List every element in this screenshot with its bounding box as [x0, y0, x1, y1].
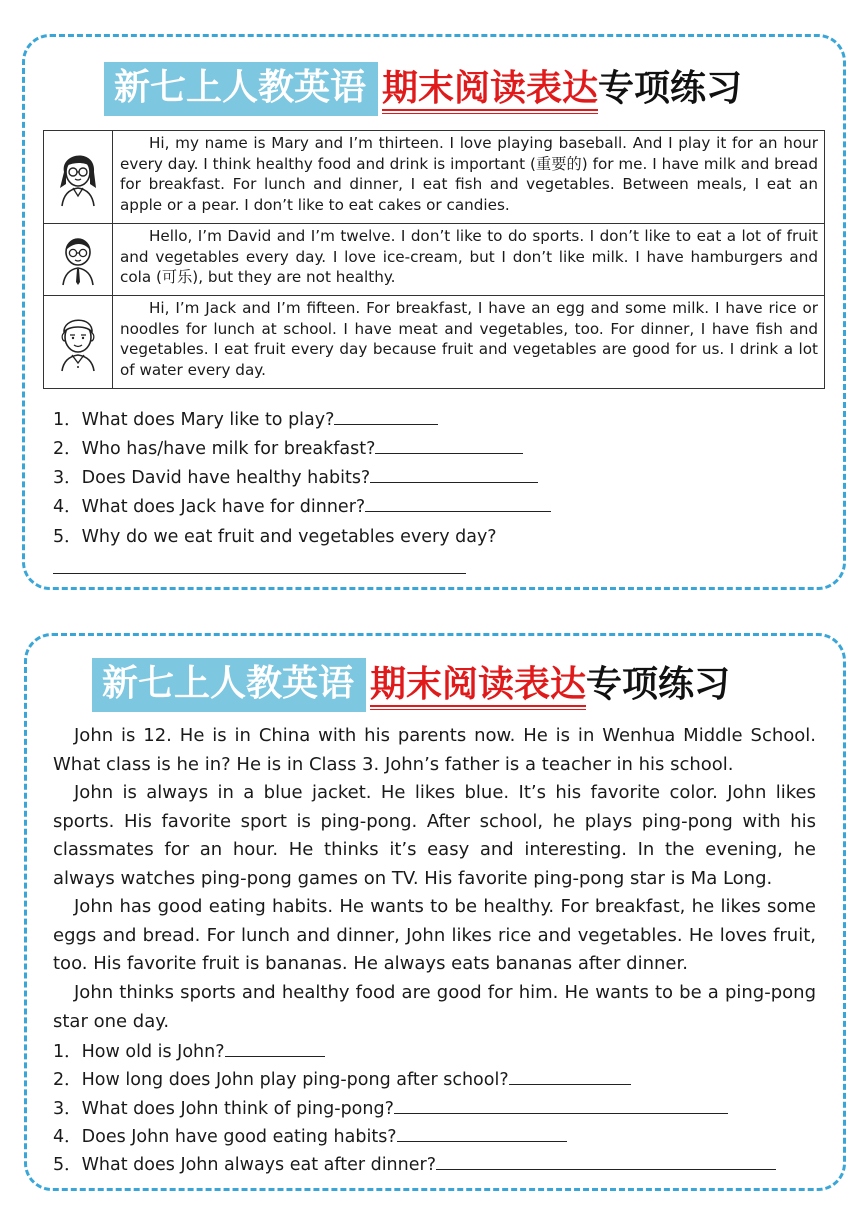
reading-table — [43, 130, 825, 389]
question-4: 4．Does John have good eating habits? — [53, 1123, 567, 1148]
paragraph-3: John has good eating habits. He wants to be healthy. For breakfast, he likes some eggs and bread. For lunch and dinner, John likes rice and vegetables. He loves fruit, too. His favorite fruit is bananas. He always eats bananas after dinner. — [53, 896, 816, 974]
card1-title-black: 专项练习 — [598, 68, 743, 109]
answer-blank[interactable] — [436, 1152, 776, 1170]
avatar-cell — [44, 296, 113, 389]
avatar-cell — [44, 131, 113, 224]
question-3: 3．What does John think of ping-pong? — [53, 1095, 728, 1120]
card2-title-red: 期末阅读表达 — [370, 664, 587, 705]
question-4: 4．What does Jack have for dinner? — [53, 493, 551, 518]
question-2: 2．Who has/have milk for breakfast? — [53, 435, 523, 460]
card2-title-black: 专项练习 — [586, 664, 731, 705]
card1-title-red: 期末阅读表达 — [382, 68, 599, 109]
question-5: 5．Why do we eat fruit and vegetables every day? — [53, 527, 497, 547]
question-2: 2．How long does John play ping-pong after school? — [53, 1066, 631, 1091]
answer-blank[interactable] — [394, 1096, 728, 1114]
passage-david: Hello, I’m David and I’m twelve. I don’t like to do sports. I don’t like to eat a lot of fruit and vegetables every day. I love ice-cream, but I don’t like milk. I have hamburgers and cola (可乐), but they are not healthy. — [113, 224, 825, 296]
answer-blank[interactable] — [53, 556, 466, 574]
answer-blank[interactable] — [334, 407, 438, 425]
boy-glasses-icon — [58, 230, 98, 286]
girl-glasses-icon — [56, 142, 100, 208]
paragraph-2: John is always in a blue jacket. He likes blue. It’s his favorite color. John likes sports. His favorite sport is ping-pong. After school, he plays ping-pong with his classmates for an hour. He thinks it’s easy and interesting. In the evening, he always watches ping-pong games on TV. His favorite ping-pong star is Ma Long. — [53, 782, 816, 889]
paragraph-4: John thinks sports and healthy food are good for him. He wants to be a ping-pong star one day. — [53, 982, 816, 1032]
question-1: 1．How old is John? — [53, 1038, 325, 1063]
card2-title — [92, 658, 730, 712]
passage-mary: Hi, my name is Mary and I’m thirteen. I love playing baseball. And I play it for an hour every day. I think healthy food and drink is important (重要的) for me. I have milk and bread for breakfast. For lunch and dinner, I eat fish and vegetables. Between meals, I eat an apple or a pear. I don’t like to eat cakes or candies. — [113, 131, 825, 224]
question-5: 5．What does John always eat after dinner? — [53, 1151, 776, 1176]
card1-title — [104, 62, 742, 116]
answer-blank[interactable] — [225, 1039, 325, 1057]
card2-title-blue: 新七上人教英语 — [92, 658, 366, 712]
question-1: 1．What does Mary like to play? — [53, 406, 438, 431]
answer-blank[interactable] — [370, 465, 538, 483]
passage-jack: Hi, I’m Jack and I’m fifteen. For breakfast, I have an egg and some milk. I have rice or noodles for lunch at school. I have meat and vegetables, too. For dinner, I have fish and vegetables. I eat fruit every day because fruit and vegetables are good for us. I drink a lot of water every day. — [113, 296, 825, 389]
paragraph-1: John is 12. He is in China with his parents now. He is in Wenhua Middle School. What class is he in? He is in Class 3. John’s father is a teacher in his school. — [53, 725, 816, 775]
avatar-cell — [44, 224, 113, 296]
card1-title-blue: 新七上人教英语 — [104, 62, 378, 116]
old-man-icon — [56, 307, 100, 373]
question-3: 3．Does David have healthy habits? — [53, 464, 538, 489]
answer-blank[interactable] — [375, 436, 523, 454]
answer-blank[interactable] — [509, 1067, 631, 1085]
answer-blank[interactable] — [365, 494, 551, 512]
answer-blank[interactable] — [397, 1124, 567, 1142]
